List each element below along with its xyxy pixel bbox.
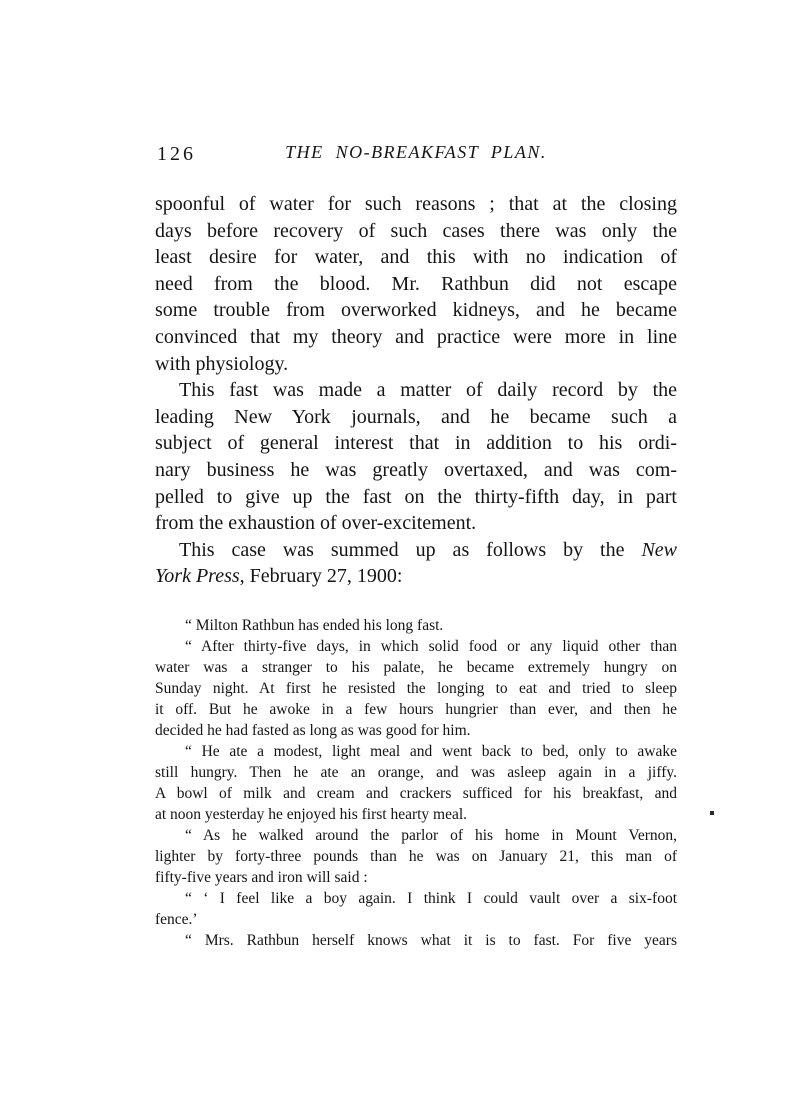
paragraph [155,615,677,636]
paragraph [155,191,677,377]
text-line: some trouble from overworked kidneys, and he became [155,299,677,322]
newspaper-excerpt [155,615,677,951]
text-line: still hungry. Then he ate an orange, and was asleep again in a jiffy. [155,763,677,781]
paragraph [155,636,677,741]
text-line: subject of general interest that in addition to his ordi- [155,432,677,455]
paragraph [155,741,677,825]
text-line: “ He ate a modest, light meal and went back to bed, only to awake [185,742,677,760]
text-line: pelled to give up the fast on the thirty-fifth day, in part [155,485,677,508]
paragraph [155,537,677,590]
text-line: lighter by forty-three pounds than he was on January 21, this man of [155,847,677,865]
text-line: need from the blood. Mr. Rathbun did not escape [155,272,677,295]
paragraph [155,825,677,888]
text-line: “ Milton Rathbun has ended his long fast. [185,616,444,634]
paragraph [155,930,677,951]
running-title: THE NO-BREAKFAST PLAN. [285,142,547,162]
text-line: from the exhaustion of over-excitement. [155,512,477,535]
text-line: Sunday night. At first he resisted the longing to eat and tried to sleep [155,679,677,697]
text-line: A bowl of milk and cream and crackers sufficed for his breakfast, and [155,784,677,802]
text-line: This case was summed up as follows by the New [179,538,677,561]
page-header [155,142,677,170]
text-line: York Press, February 27, 1900: [155,565,403,588]
text-line: “ ‘ I feel like a boy again. I think I could vault over a six-foot [185,889,677,907]
text-line: This fast was made a matter of daily record by the [179,379,677,402]
text-line: “ After thirty-five days, in which solid food or any liquid other than [185,637,677,655]
paragraph [155,888,677,930]
text-line: “ Mrs. Rathbun herself knows what it is to fast. For five years [185,931,677,949]
text-line: at noon yesterday he enjoyed his first hearty meal. [155,805,468,823]
paragraph [155,377,677,537]
text-line: convinced that my theory and practice were more in line [155,325,677,348]
text-line: least desire for water, and this with no indication of [155,246,677,269]
text-line: with physiology. [155,352,289,375]
text-line: decided he had fasted as long as was good for him. [155,721,471,739]
body-text [155,191,677,590]
text-line: spoonful of water for such reasons ; that at the closing [155,193,677,215]
text-line: fence.’ [155,910,198,928]
text-line: leading New York journals, and he became such a [155,405,677,428]
page-number: 126 [157,143,196,165]
text-line: it off. But he awoke in a few hours hungrier than ever, and then he [155,700,677,718]
text-line: nary business he was greatly overtaxed, and was com- [155,458,677,481]
text-line: days before recovery of such cases there was only the [155,219,677,242]
text-column [155,142,677,951]
text-line: fifty-five years and iron will said : [155,868,368,886]
scan-artifact-dot [710,811,714,815]
text-line: water was a stranger to his palate, he became extremely hungry on [155,658,677,676]
text-line: “ As he walked around the parlor of his home in Mount Vernon, [185,826,677,844]
